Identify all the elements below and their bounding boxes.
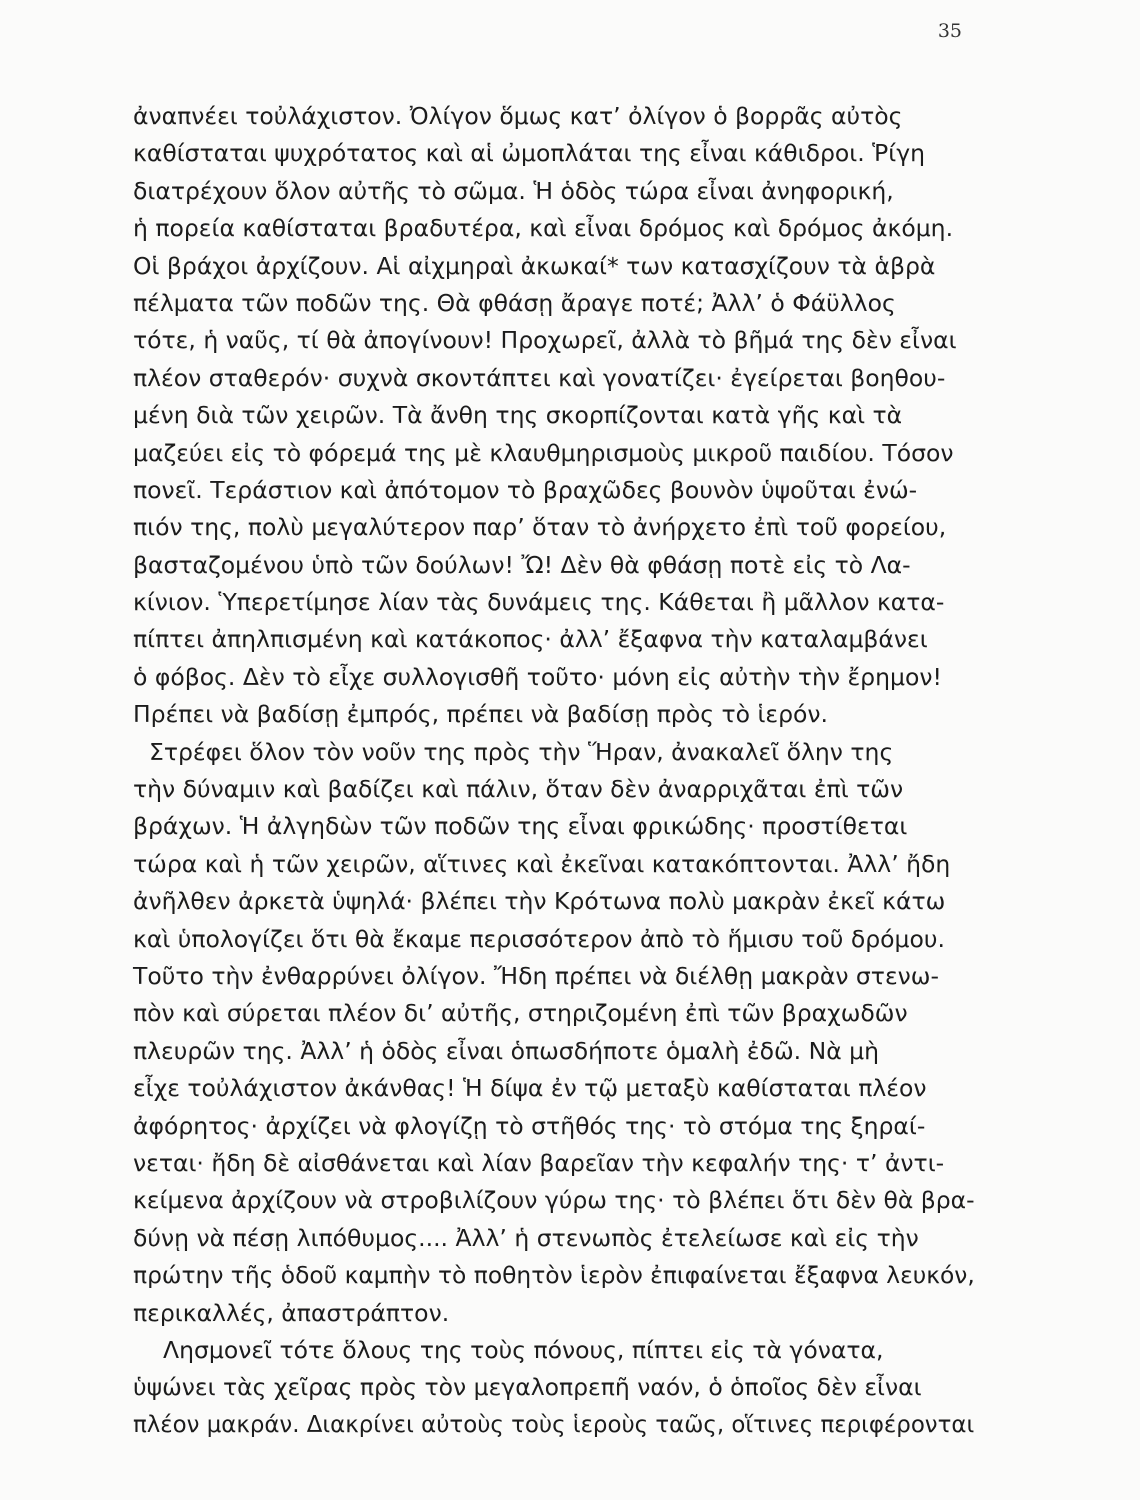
text-line: πλευρῶν της. Ἀλλ’ ἡ ὁδὸς εἶναι ὁπωσδήποτε ὁμαλὴ ἐδῶ. Νὰ μὴ: [133, 1036, 879, 1065]
text-line: πλέον μακράν. Διακρίνει αὐτοὺς τοὺς ἱεροὺς ταῶς, οἵτινες περιφέρονται: [133, 1411, 975, 1438]
text-line: ἀναπνέει τοὐλάχιστον. Ὀλίγον ὅμως κατ’ ὀλίγον ὁ βορρᾶς αὐτὸς: [133, 102, 903, 130]
text-line: περικαλλές, ἀπαστράπτον.: [133, 1298, 450, 1327]
text-line: καθίσταται ψυχρότατος καὶ αἱ ὠμοπλάται της εἶναι κάθιδροι. Ῥίγη: [133, 139, 926, 168]
text-line: πλέον σταθερόν· συχνὰ σκοντάπτει καὶ γονατίζει· ἐγείρεται βοηθου-: [133, 363, 946, 392]
text-line: βασταζομένου ὑπὸ τῶν δούλων! Ὤ! Δὲν θὰ φθάσῃ ποτὲ εἰς τὸ Λα-: [133, 550, 911, 579]
text-line: διατρέχουν ὅλον αὐτῆς τὸ σῶμα. Ἡ ὁδὸς τώρα εἶναι ἀνηφορική,: [133, 176, 894, 205]
text-line: μένη διὰ τῶν χειρῶν. Τὰ ἄνθη της σκορπίζονται κατὰ γῆς καὶ τὰ: [133, 401, 903, 430]
body-text: [133, 98, 975, 1444]
text-line: πιόν της, πολὺ μεγαλύτερον παρ’ ὅταν τὸ ἀνήρχετο ἐπὶ τοῦ φορείου,: [133, 513, 947, 542]
text-line: πίπτει ἀπηλπισμένη καὶ κατάκοπος· ἀλλ’ ἔξαφνα τὴν καταλαμβάνει: [133, 625, 928, 654]
text-line: ὑψώνει τὰς χεῖρας πρὸς τὸν μεγαλοπρεπῆ ναόν, ὁ ὁποῖος δὲν εἶναι: [133, 1373, 922, 1402]
text-line: ὁ φόβος. Δὲν τὸ εἶχε συλλογισθῆ τοῦτο· μόνη εἰς αὐτὴν τὴν ἔρημον!: [133, 662, 942, 691]
text-line: τὴν δύναμιν καὶ βαδίζει καὶ πάλιν, ὅταν δὲν ἀναρριχᾶται ἐπὶ τῶν: [133, 775, 904, 804]
paragraph-start-line: Στρέφει ὅλον τὸν νοῦν της πρὸς τὴν Ἥραν, ἀνακαλεῖ ὅλην της: [149, 737, 894, 766]
text-line: κίνιον. Ὑπερετίμησε λίαν τὰς δυνάμεις της. Κάθεται ἢ μᾶλλον κατα-: [133, 588, 945, 617]
text-line: Τοῦτο τὴν ἐνθαρρύνει ὀλίγον. Ἤδη πρέπει νὰ διέλθῃ μακρὰν στενω-: [133, 961, 939, 990]
text-line: ἡ πορεία καθίσταται βραδυτέρα, καὶ εἶναι δρόμος καὶ δρόμος ἀκόμη.: [133, 214, 954, 243]
text-line: δύνῃ νὰ πέσῃ λιπόθυμος.... Ἀλλ’ ἡ στενωπὸς ἐτελείωσε καὶ εἰς τὴν: [133, 1223, 919, 1252]
text-line: ἀνῆλθεν ἀρκετὰ ὑψηλά· βλέπει τὴν Κρότωνα πολὺ μακρὰν ἐκεῖ κάτω: [133, 887, 946, 916]
text-line: πρώτην τῆς ὁδοῦ καμπὴν τὸ ποθητὸν ἱερὸν ἐπιφαίνεται ἔξαφνα λευκόν,: [133, 1261, 975, 1290]
text-line: τότε, ἡ ναῦς, τί θὰ ἀπογίνουν! Προχωρεῖ, ἀλλὰ τὸ βῆμά της δὲν εἶναι: [133, 326, 957, 355]
text-line: πονεῖ. Τεράστιον καὶ ἀπότομον τὸ βραχῶδες βουνὸν ὑψοῦται ἐνώ-: [133, 475, 918, 504]
page-number: 35: [937, 20, 962, 42]
text-line: εἶχε τοὐλάχιστον ἀκάνθας! Ἡ δίψα ἐν τῷ μεταξὺ καθίσταται πλέον: [133, 1074, 927, 1103]
text-line: πὸν καὶ σύρεται πλέον δι’ αὐτῆς, στηριζομένη ἐπὶ τῶν βραχωδῶν: [133, 999, 908, 1028]
text-line: βράχων. Ἡ ἀλγηδὼν τῶν ποδῶν της εἶναι φρικώδης· προστίθεται: [133, 812, 908, 841]
paragraph-start-line: Λησμονεῖ τότε ὅλους της τοὺς πόνους, πίπτει εἰς τὰ γόνατα,: [163, 1335, 884, 1364]
text-line: ἀφόρητος· ἀρχίζει νὰ φλογίζῃ τὸ στῆθός της· τὸ στόμα της ξηραί-: [133, 1111, 926, 1140]
text-line: Οἱ βράχοι ἀρχίζουν. Αἱ αἰχμηραὶ ἀκωκαί* των κατασχίζουν τὰ ἁβρὰ: [133, 251, 936, 280]
text-line: μαζεύει εἰς τὸ φόρεμά της μὲ κλαυθμηρισμοὺς μικροῦ παιδίου. Τόσον: [133, 438, 954, 467]
text-line: Πρέπει νὰ βαδίσῃ ἐμπρός, πρέπει νὰ βαδίσῃ πρὸς τὸ ἱερόν.: [133, 700, 829, 729]
text-line: κείμενα ἀρχίζουν νὰ στροβιλίζουν γύρω της· τὸ βλέπει ὅτι δὲν θὰ βρα-: [133, 1186, 975, 1215]
text-line: τώρα καὶ ἡ τῶν χειρῶν, αἵτινες καὶ ἐκεῖναι κατακόπτονται. Ἀλλ’ ἤδη: [133, 849, 951, 878]
text-line: καὶ ὑπολογίζει ὅτι θὰ ἔκαμε περισσότερον ἀπὸ τὸ ἥμισυ τοῦ δρόμου.: [133, 924, 945, 953]
text-line: νεται· ἤδη δὲ αἰσθάνεται καὶ λίαν βαρεῖαν τὴν κεφαλήν της· τ’ ἀντι-: [133, 1148, 945, 1177]
text-line: πέλματα τῶν ποδῶν της. Θὰ φθάσῃ ἄραγε ποτέ; Ἀλλ’ ὁ Φάϋλλος: [133, 288, 896, 317]
